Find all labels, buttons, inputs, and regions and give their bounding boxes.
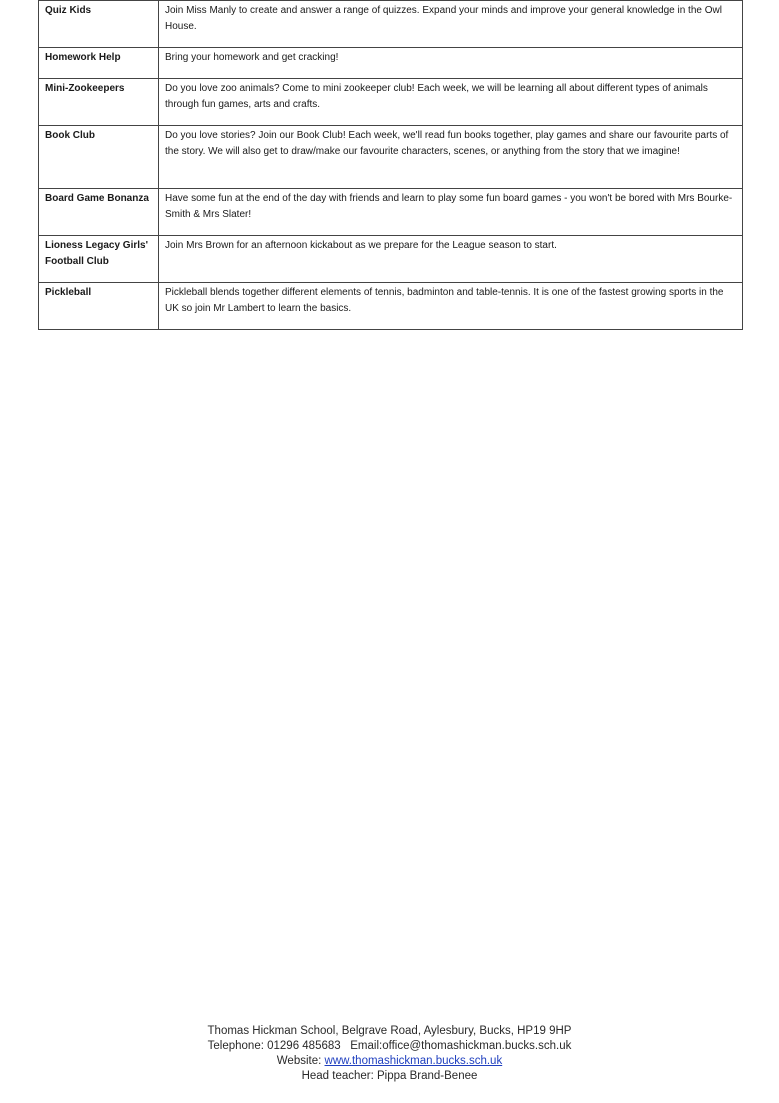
club-name-cell: Pickleball	[39, 283, 159, 330]
table-row	[39, 126, 743, 189]
table-row	[39, 1, 743, 48]
website-link[interactable]: www.thomashickman.bucks.sch.uk	[324, 1055, 503, 1067]
table-row	[39, 189, 743, 236]
club-description-cell: Join Mrs Brown for an afternoon kickabout as we prepare for the League season to start.	[159, 236, 743, 283]
club-name-cell: Mini-Zookeepers	[39, 79, 159, 126]
head-teacher: Head teacher: Pippa Brand-Benee	[301, 1070, 478, 1082]
club-name-cell: Book Club	[39, 126, 159, 189]
club-name-cell: Board Game Bonanza	[39, 189, 159, 236]
website-label: Website:	[276, 1055, 325, 1067]
school-address: Thomas Hickman School, Belgrave Road, Aylesbury, Bucks, HP19 9HP	[207, 1025, 572, 1037]
club-description-cell: Do you love zoo animals? Come to mini zookeeper club! Each week, we will be learning all about different types of animals through fun games, arts and crafts.	[159, 79, 743, 126]
club-description-cell: Join Miss Manly to create and answer a range of quizzes. Expand your minds and improve your general knowledge in the Owl House.	[159, 1, 743, 48]
school-footer	[0, 1024, 779, 1084]
table-row	[39, 283, 743, 330]
table-row	[39, 48, 743, 79]
school-website-line	[0, 1054, 779, 1069]
table-row	[39, 79, 743, 126]
table-row	[39, 236, 743, 283]
club-description-cell: Bring your homework and get cracking!	[159, 48, 743, 79]
club-name-cell: Quiz Kids	[39, 1, 159, 48]
club-description-cell: Pickleball blends together different elements of tennis, badminton and table-tennis. It is one of the fastest growing sports in the UK so join Mr Lambert to learn the basics.	[159, 283, 743, 330]
school-contact: Telephone: 01296 485683 Email:office@thomashickman.bucks.sch.uk	[207, 1040, 572, 1052]
club-description-cell: Have some fun at the end of the day with friends and learn to play some fun board games - you won't be bored with Mrs Bourke-Smith & Mrs Slater!	[159, 189, 743, 236]
club-name-cell: Lioness Legacy Girls' Football Club	[39, 236, 159, 283]
club-name-cell: Homework Help	[39, 48, 159, 79]
club-description-cell: Do you love stories? Join our Book Club! Each week, we'll read fun books together, play games and share our favourite parts of the story. We will also get to draw/make our favourite characters, scenes, or anything from the story that we imagine!	[159, 126, 743, 189]
clubs-table	[38, 0, 743, 330]
